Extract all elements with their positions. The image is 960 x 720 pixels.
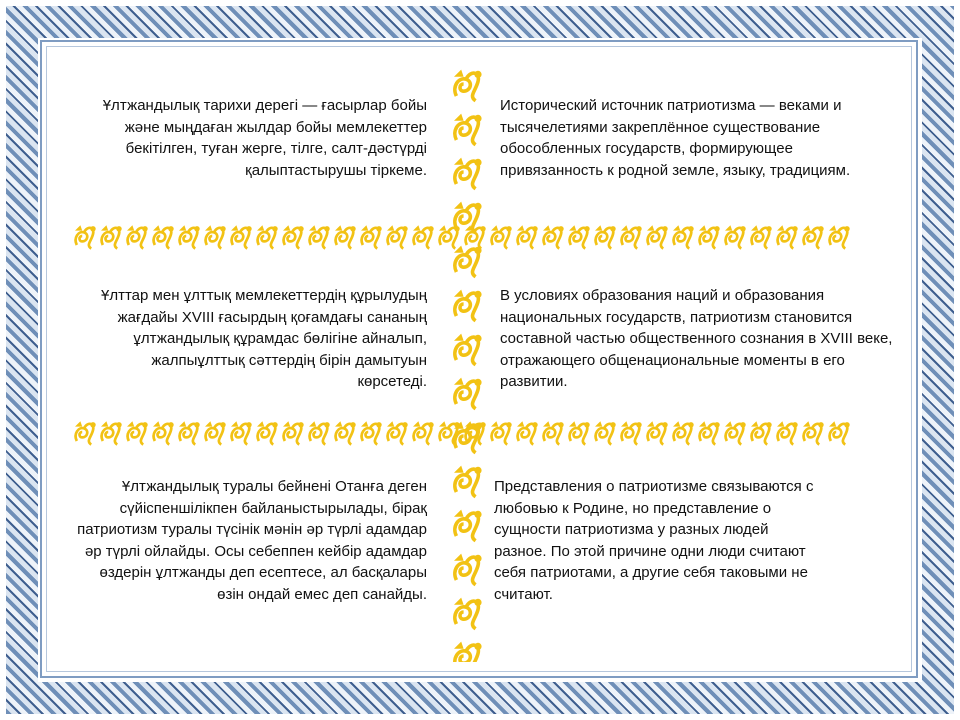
dragon-ornament-icon (127, 225, 148, 248)
dragon-ornament-icon (179, 421, 200, 444)
dragon-ornament-icon (439, 421, 460, 444)
dragon-ornament-icon (465, 421, 486, 444)
dragon-ornament-icon (725, 421, 746, 444)
dragon-ornament-icon (595, 225, 616, 248)
dragon-ornament-icon (309, 421, 330, 444)
dragon-ornament-icon (465, 225, 486, 248)
dragon-ornament-icon (454, 290, 482, 321)
dragon-ornament-icon (751, 421, 772, 444)
russian-text-block-1: Исторический источник патриотизма — веками и тысячелетиями закреплённое существование обособленных государств, формирующее привязанность к родной земле, языку, традициям. (500, 97, 851, 179)
dragon-ornament-icon (153, 421, 174, 444)
dragon-ornament-icon (75, 225, 96, 248)
dragon-ornament-icon (127, 421, 148, 444)
dragon-ornament-icon (361, 225, 382, 248)
dragon-ornament-icon (101, 421, 122, 444)
dragon-ornament-icon (647, 421, 668, 444)
dragon-ornament-icon (257, 421, 278, 444)
russian-text-block-2: В условиях образования наций и образования национальных государств, патриотизм становится составной частью общественного сознания в XVIII веке, отражающего общенациональные моменты в его развитии. (500, 287, 893, 390)
dragon-ornament-icon (413, 421, 434, 444)
dragon-ornament-icon (803, 421, 824, 444)
dragon-ornament-icon (777, 421, 798, 444)
dragon-ornament-icon (454, 554, 482, 585)
dragon-ornament-icon (803, 225, 824, 248)
kazakh-text-block-3: Ұлтжандылық туралы бейнені Отанға деген сүйіспеншілікпен байланыстырылады, бірақ патриотизм туралы түсінік мәнін әр түрлі адамдар әр түрлі ойлайды. Осы себеппен кейбір адамдар өздерін ұлтжанды деп есептесе, ал басқалары өзін ондай емес деп санайды. (77, 478, 427, 603)
dragon-ornament-icon (205, 421, 226, 444)
dragon-ornament-icon (257, 225, 278, 248)
dragon-ornament-icon (829, 225, 850, 248)
dragon-ornament-icon (595, 421, 616, 444)
dragon-ornament-icon (153, 225, 174, 248)
dragon-ornament-icon (205, 225, 226, 248)
dragon-ornament-icon (777, 225, 798, 248)
dragon-ornament-icon (179, 225, 200, 248)
vertical-dragon-band (445, 62, 487, 662)
dragon-ornament-icon (454, 70, 482, 101)
dragon-ornament-icon (454, 378, 482, 409)
dragon-ornament-icon (309, 225, 330, 248)
dragon-ornament-icon (725, 225, 746, 248)
kazakh-text-block-1: Ұлтжандылық тарихи дерегі — ғасырлар бойы және мыңдаған жылдар бойы мемлекеттер бекітілген, туған жерге, тілге, салт-дәстүрді қалыптастырушы тіркеме. (102, 97, 427, 179)
dragon-ornament-icon (439, 225, 460, 248)
dragon-ornament-icon (699, 225, 720, 248)
dragon-ornament-icon (491, 225, 512, 248)
dragon-ornament-icon (101, 225, 122, 248)
dragon-ornament-icon (543, 421, 564, 444)
dragon-ornament-icon (454, 334, 482, 365)
dragon-ornament-icon (454, 158, 482, 189)
dragon-ornament-icon (335, 225, 356, 248)
dragon-ornament-icon (335, 421, 356, 444)
dragon-ornament-icon (517, 225, 538, 248)
dragon-ornament-icon (454, 510, 482, 541)
dragon-ornament-icon (569, 225, 590, 248)
dragon-ornament-icon (621, 225, 642, 248)
dragon-ornament-icon (454, 598, 482, 629)
dragon-ornament-icon (387, 421, 408, 444)
dragon-ornament-icon (413, 225, 434, 248)
dragon-ornament-icon (673, 421, 694, 444)
horizontal-dragon-band-top (72, 216, 850, 256)
dragon-ornament-icon (361, 421, 382, 444)
horizontal-dragon-band-bottom (72, 412, 850, 452)
dragon-ornament-icon (569, 421, 590, 444)
dragon-ornament-icon (75, 421, 96, 444)
dragon-ornament-icon (517, 421, 538, 444)
dragon-ornament-icon (231, 225, 252, 248)
dragon-ornament-icon (751, 225, 772, 248)
dragon-ornament-icon (283, 421, 304, 444)
kazakh-text-block-2: Ұлттар мен ұлттық мемлекеттердің құрылудың жағдайы XVIII ғасырдың қоғамдағы сананың ұлтжандылық құрамдас бөлігіне айналып, жалпыұлттық сәттердің бірін дамытуын көрсетеді. (101, 287, 427, 390)
dragon-ornament-icon (673, 225, 694, 248)
dragon-ornament-icon (647, 225, 668, 248)
dragon-ornament-icon (454, 466, 482, 497)
dragon-ornament-icon (621, 421, 642, 444)
dragon-ornament-icon (283, 225, 304, 248)
dragon-ornament-icon (543, 225, 564, 248)
dragon-ornament-icon (491, 421, 512, 444)
russian-text-block-3: Представления о патриотизме связываются с любовью к Родине, но представление о сущности патриотизма у разных людей разное. По этой причине одни люди считают себя патриотами, а другие себя таковыми не считают. (494, 478, 814, 603)
dragon-ornament-icon (231, 421, 252, 444)
dragon-ornament-icon (829, 421, 850, 444)
dragon-ornament-icon (387, 225, 408, 248)
dragon-ornament-icon (699, 421, 720, 444)
dragon-ornament-icon (454, 114, 482, 145)
dragon-ornament-icon (454, 642, 482, 662)
